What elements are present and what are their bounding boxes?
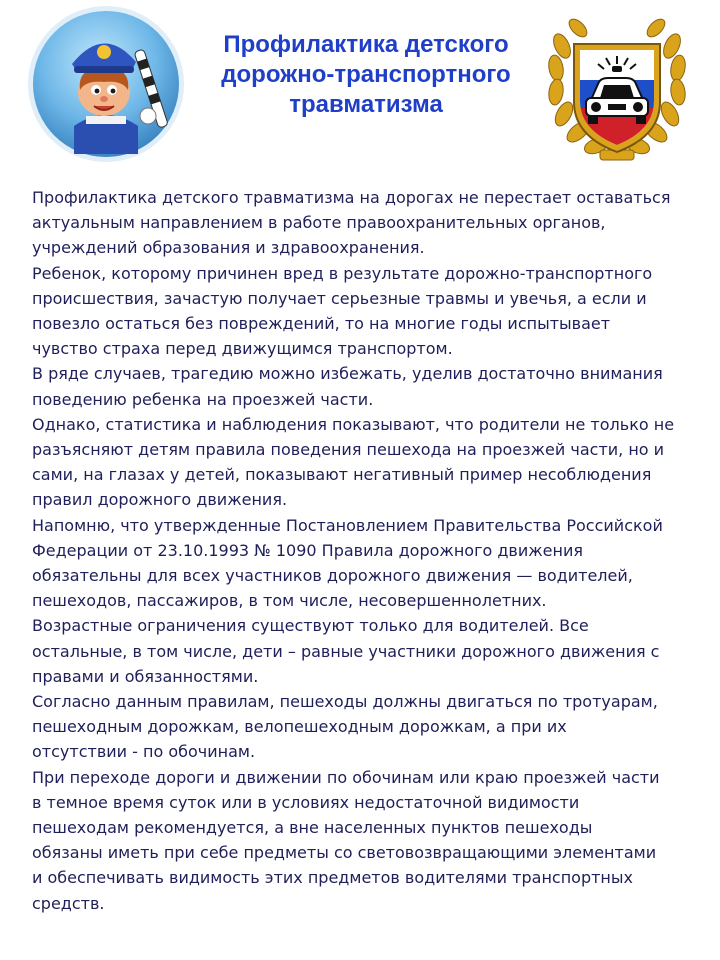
text-line: актуальным направлением в работе правоохранительных органов, bbox=[32, 213, 606, 233]
traffic-police-emblem-icon bbox=[542, 6, 692, 166]
title-line: травматизма bbox=[289, 91, 443, 118]
article-body bbox=[32, 185, 704, 916]
title-line: Профилактика детского bbox=[223, 31, 509, 58]
text-line: обязательны для всех участников дорожного движения — водителей, bbox=[32, 566, 633, 586]
text-line: сами, на глазах у детей, показывают негативный пример несоблюдения bbox=[32, 465, 652, 485]
text-line: поведению ребенка на проезжей части. bbox=[32, 389, 374, 409]
text-line: средств. bbox=[32, 893, 105, 913]
text-line: повезло остаться без повреждений, то на многие годы испытывает bbox=[32, 314, 611, 334]
cartoon-traffic-officer-icon bbox=[26, 4, 186, 164]
text-line: в темное время суток или в условиях недостаточной видимости bbox=[32, 792, 580, 812]
text-line: правами и обязанностями. bbox=[32, 666, 259, 686]
text-line: разъясняют детям правила поведения пешехода на проезжей части, но и bbox=[32, 440, 665, 460]
text-line: и обеспечивать видимость этих предметов водителями транспортных bbox=[32, 868, 633, 888]
text-line: остальные, в том числе, дети – равные участники дорожного движения с bbox=[32, 641, 660, 661]
text-line: пешеходов, пассажиров, в том числе, несовершеннолетних. bbox=[32, 591, 547, 611]
text-line: При переходе дороги и движении по обочинам или краю проезжей части bbox=[32, 767, 660, 787]
text-line: Федерации от 23.10.1993 № 1090 Правила дорожного движения bbox=[32, 540, 583, 560]
text-line: Возрастные ограничения существуют только для водителей. Все bbox=[32, 616, 589, 636]
text-line: учреждений образования и здравоохранения. bbox=[32, 238, 425, 258]
text-line: происшествия, зачастую получает серьезные травмы и увечья, а если и bbox=[32, 288, 647, 308]
text-line: Согласно данным правилам, пешеходы должны двигаться по тротуарам, bbox=[32, 692, 658, 712]
page-title bbox=[188, 30, 544, 120]
text-line: Напомню, что утвержденные Постановлением Правительства Российской bbox=[32, 515, 663, 535]
text-line: пешеходным дорожкам, велопешеходным дорожкам, а при их bbox=[32, 717, 567, 737]
text-line: отсутствии - по обочинам. bbox=[32, 742, 256, 762]
text-line: Ребенок, которому причинен вред в результате дорожно-транспортного bbox=[32, 263, 653, 283]
text-line: В ряде случаев, трагедию можно избежать, уделив достаточно внимания bbox=[32, 364, 663, 384]
text-line: Профилактика детского травматизма на дорогах не перестает оставаться bbox=[32, 188, 671, 207]
text-line: Однако, статистика и наблюдения показывают, что родители не только не bbox=[32, 414, 675, 434]
text-line: пешеходам рекомендуется, а вне населенных пунктов пешеходы bbox=[32, 818, 593, 838]
title-line: дорожно-транспортного bbox=[221, 61, 511, 88]
text-line: обязаны иметь при себе предметы со световозвращающими элементами bbox=[32, 843, 657, 863]
text-line: правил дорожного движения. bbox=[32, 490, 288, 510]
text-line: чувство страха перед движущимся транспортом. bbox=[32, 339, 453, 359]
